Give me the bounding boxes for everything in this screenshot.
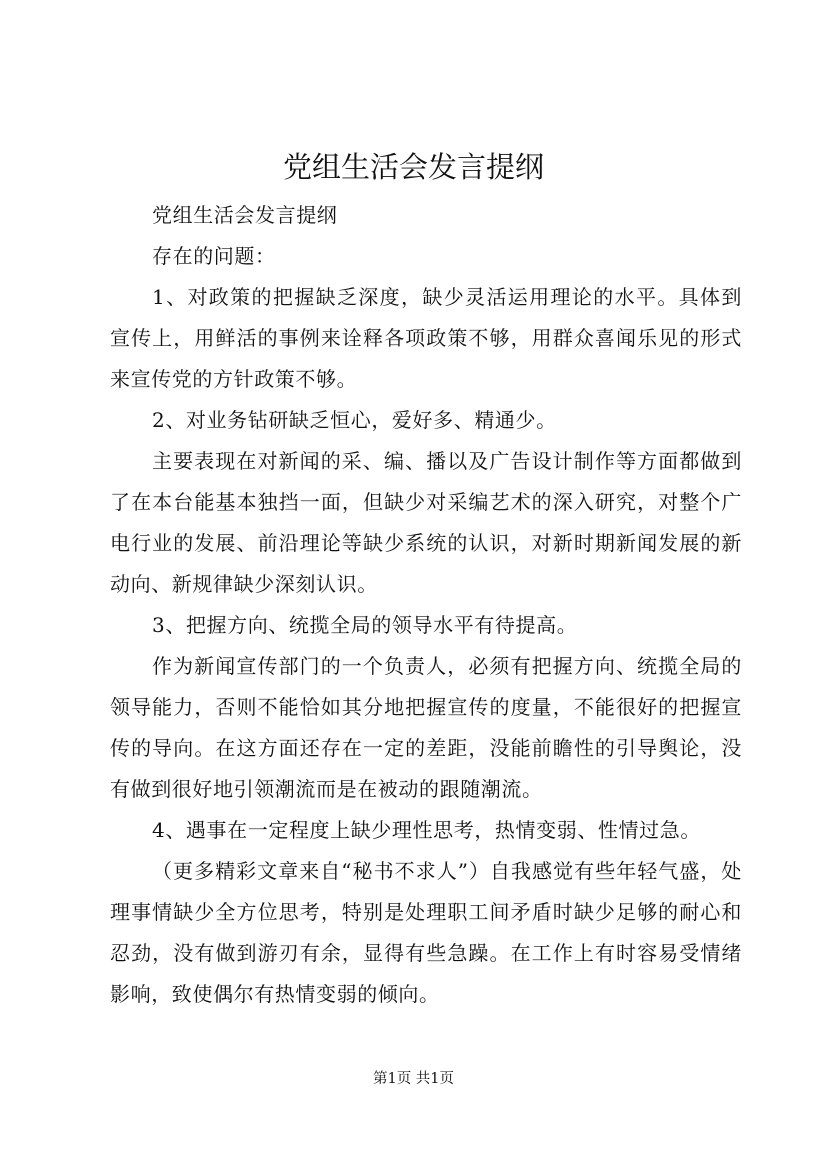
document-title: 党组生活会发言提纲 bbox=[282, 150, 544, 184]
paragraph-item-3: 3、把握方向、统揽全局的领导水平有待提高。 bbox=[152, 613, 578, 637]
paragraph-item-4-detail: （更多精彩文章来自“秘书不求人”）自我感觉有些年轻气盛，处理事情缺少全方位思考，特别是处理职工间矛盾时缺少足够的耐心和忍劲，没有做到游刃有余，显得有些急躁。在工作上有时容易受情绪影响，致使偶尔有热情变弱的倾向。 bbox=[110, 859, 742, 1006]
paragraph-problems-heading: 存在的问题： bbox=[152, 244, 276, 268]
paragraph-item-2: 2、对业务钻研缺乏恒心，爱好多、精通少。 bbox=[152, 408, 557, 432]
paragraph-item-1: 1、对政策的把握缺乏深度，缺少灵活运用理论的水平。具体到宣传上，用鲜活的事例来诠释各项政策不够，用群众喜闻乐见的形式来宣传党的方针政策不够。 bbox=[110, 285, 742, 391]
document-body bbox=[110, 195, 742, 1015]
page-footer: 第1页 共1页 bbox=[372, 1071, 455, 1087]
paragraph-item-2-detail: 主要表现在对新闻的采、编、播以及广告设计制作等方面都做到了在本台能基本独挡一面，但缺少对采编艺术的深入研究，对整个广电行业的发展、前沿理论等缺少系统的认识，对新时期新闻发展的新动向、新规律缺少深刻认识。 bbox=[110, 449, 742, 596]
paragraph-item-3-detail: 作为新闻宣传部门的一个负责人，必须有把握方向、统揽全局的领导能力，否则不能恰如其分地把握宣传的度量，不能很好的把握宣传的导向。在这方面还存在一定的差距，没能前瞻性的引导舆论，没有做到很好地引领潮流而是在被动的跟随潮流。 bbox=[110, 654, 742, 801]
paragraph-item-4: 4、遇事在一定程度上缺少理性思考，热情变弱、性情过急。 bbox=[152, 818, 701, 842]
paragraph-subtitle: 党组生活会发言提纲 bbox=[152, 203, 338, 227]
